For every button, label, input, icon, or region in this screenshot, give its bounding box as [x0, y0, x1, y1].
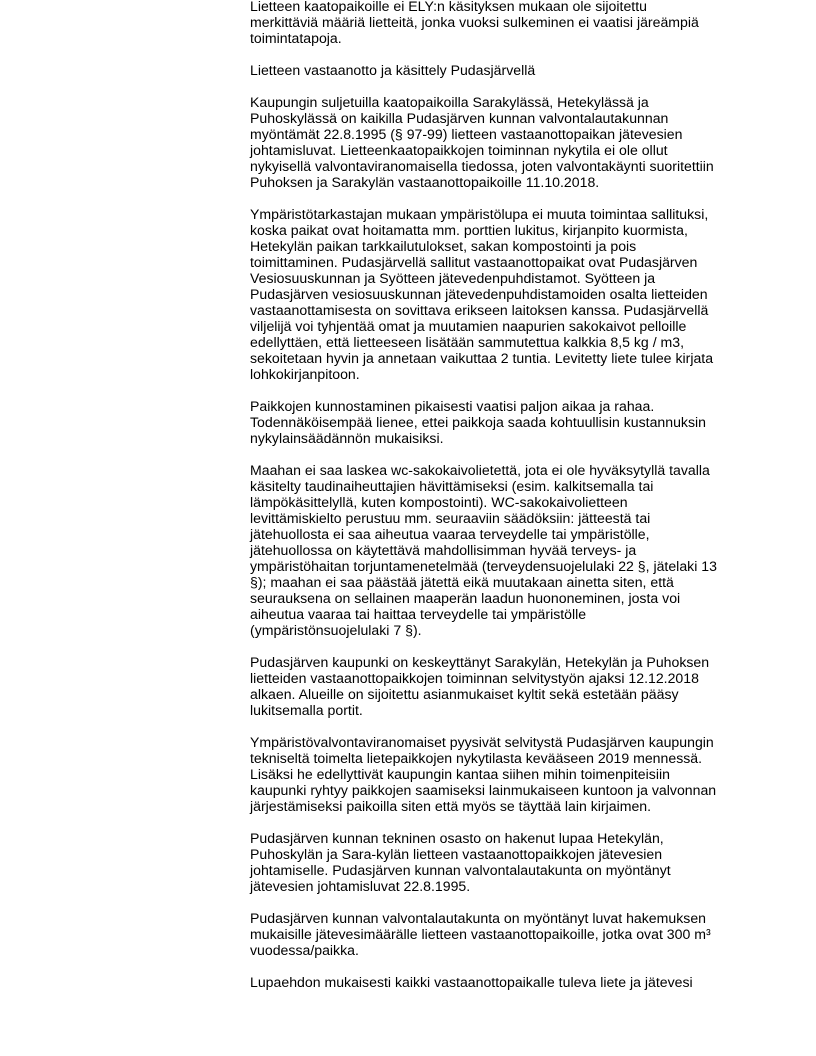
- document-page: [250, 0, 750, 990]
- paragraph-permitted-volume: Pudasjärven kunnan valvontalautakunta on myöntänyt luvat hakemuksen mukaisille jätevesimäärälle lietteen vastaanottopaikoille, jotka ovat 300 m³ vuodessa/paikka.: [250, 910, 711, 958]
- paragraph-sludge-landfills-ely: Lietteen kaatopaikoille ei ELY:n käsityksen mukaan ole sijoitettu merkittäviä määriä lietteitä, jonka vuoksi sulkeminen ei vaatisi järeämpiä toimintatapoja.: [250, 0, 699, 46]
- paragraph-closed-landfills-permits: Kaupungin suljetuilla kaatopaikoilla Sarakylässä, Hetekylässä ja Puhoskylässä on kaikilla Pudasjärven kunnan valvontalautakunnan myöntämät 22.8.1995 (§ 97-99) lietteen vastaanottopaikan jätevesien johtamisluvat. Lietteenkaatopaikkojen toiminnan nykytila ei ole ollut nykyisellä valvontaviranomaisella tiedossa, joten valvontakäynti suoritettiin Puhoksen ja Sarakylän vastaanottopaikoille 11.10.2018.: [250, 94, 714, 190]
- paragraph-wc-sludge-ban: Maahan ei saa laskea wc-sakokaivolietettä, jota ei ole hyväksytyllä tavalla käsitelty taudinaiheuttajien hävittämiseksi (esim. kalkitsemalla tai lämpökäsittelyllä, kuten kompostointi). WC-sakokaivolietteen levittämiskielto perustuu mm. seuraaviin säädöksiin: jätteestä tai jätehuollosta ei saa aiheutua vaaraa terveydelle tai ympäristölle, jätehuollossa on käytettävä mahdollisimman hyvää terveys- ja ympäristöhaitan torjuntamenetelmää (terveydensuojelulaki 22 §, jätelaki 13 §); maahan ei saa päästää jätettä eikä muutakaan ainetta siten, että seurauksena on sellainen maaperän laadun huononeminen, josta voi aiheutua vaaraa tai haittaa terveydelle tai ympäristölle (ympäristönsuojelulaki 7 §).: [250, 462, 717, 638]
- paragraph-authority-request: Ympäristövalvontaviranomaiset pyysivät selvitystä Pudasjärven kaupungin tekniseltä toimelta lietepaikkojen nykytilasta kevääseen 2019 mennessä. Lisäksi he edellyttivät kaupungin kantaa siihen mihin toimenpiteisiin kaupunki ryhtyy paikkojen saamiseksi lainmukaiseen kuntoon ja valvonnan järjestämiseksi paikoilla siten että myös se täyttää lain kirjaimen.: [250, 734, 717, 814]
- paragraph-operations-suspended: Pudasjärven kaupunki on keskeyttänyt Sarakylän, Hetekylän ja Puhoksen lietteiden vastaanottopaikkojen toiminnan selvitystyön ajaksi 12.12.2018 alkaen. Alueille on sijoitettu asianmukaiset kyltit sekä estetään pääsy lukitsemalla portit.: [250, 654, 710, 718]
- section-heading-sludge-reception: Lietteen vastaanotto ja käsittely Pudasjärvellä: [250, 62, 536, 78]
- paragraph-permit-condition: Lupaehdon mukaisesti kaikki vastaanottopaikalle tuleva liete ja jätevesi: [250, 974, 693, 990]
- paragraph-environmental-inspector: Ympäristötarkastajan mukaan ympäristölupa ei muuta toimintaa sallituksi, koska paikat ovat hoitamatta mm. porttien lukitus, kirjanpito kuormista, Hetekylän paikan tarkkailutulokset, sakan kompostointi ja pois toimittaminen. Pudasjärvellä sallitut vastaanottopaikat ovat Pudasjärven Vesiosuuskunnan ja Syötteen jätevedenpuhdistamot. Syötteen ja Pudasjärven vesiosuuskunnan jätevedenpuhdistamoiden osalta lietteiden vastaanottamisesta on sovittava erikseen laitoksen kanssa. Pudasjärvellä viljelijä voi tyhjentää omat ja muutamien naapurien sakokaivot pelloille edellyttäen, että lietteeseen lisätään sammutettua kalkkia 8,5 kg / m3, sekoitetaan hyvin ja annetaan vaikuttaa 2 tuntia. Levitetty liete tulee kirjata lohkokirjanpitoon.: [250, 206, 714, 382]
- paragraph-technical-department-permit: Pudasjärven kunnan tekninen osasto on hakenut lupaa Hetekylän, Puhoskylän ja Sara-kylän lietteen vastaanottopaikkojen jätevesien johtamiselle. Pudasjärven kunnan valvontalautakunta on myöntänyt jätevesien johtamisluvat 22.8.1995.: [250, 830, 671, 894]
- paragraph-restoration-cost: Paikkojen kunnostaminen pikaisesti vaatisi paljon aikaa ja rahaa. Todennäköisempää lienee, ettei paikkoja saada kohtuullisin kustannuksin nykylainsäädännön mukaisiksi.: [250, 398, 706, 446]
